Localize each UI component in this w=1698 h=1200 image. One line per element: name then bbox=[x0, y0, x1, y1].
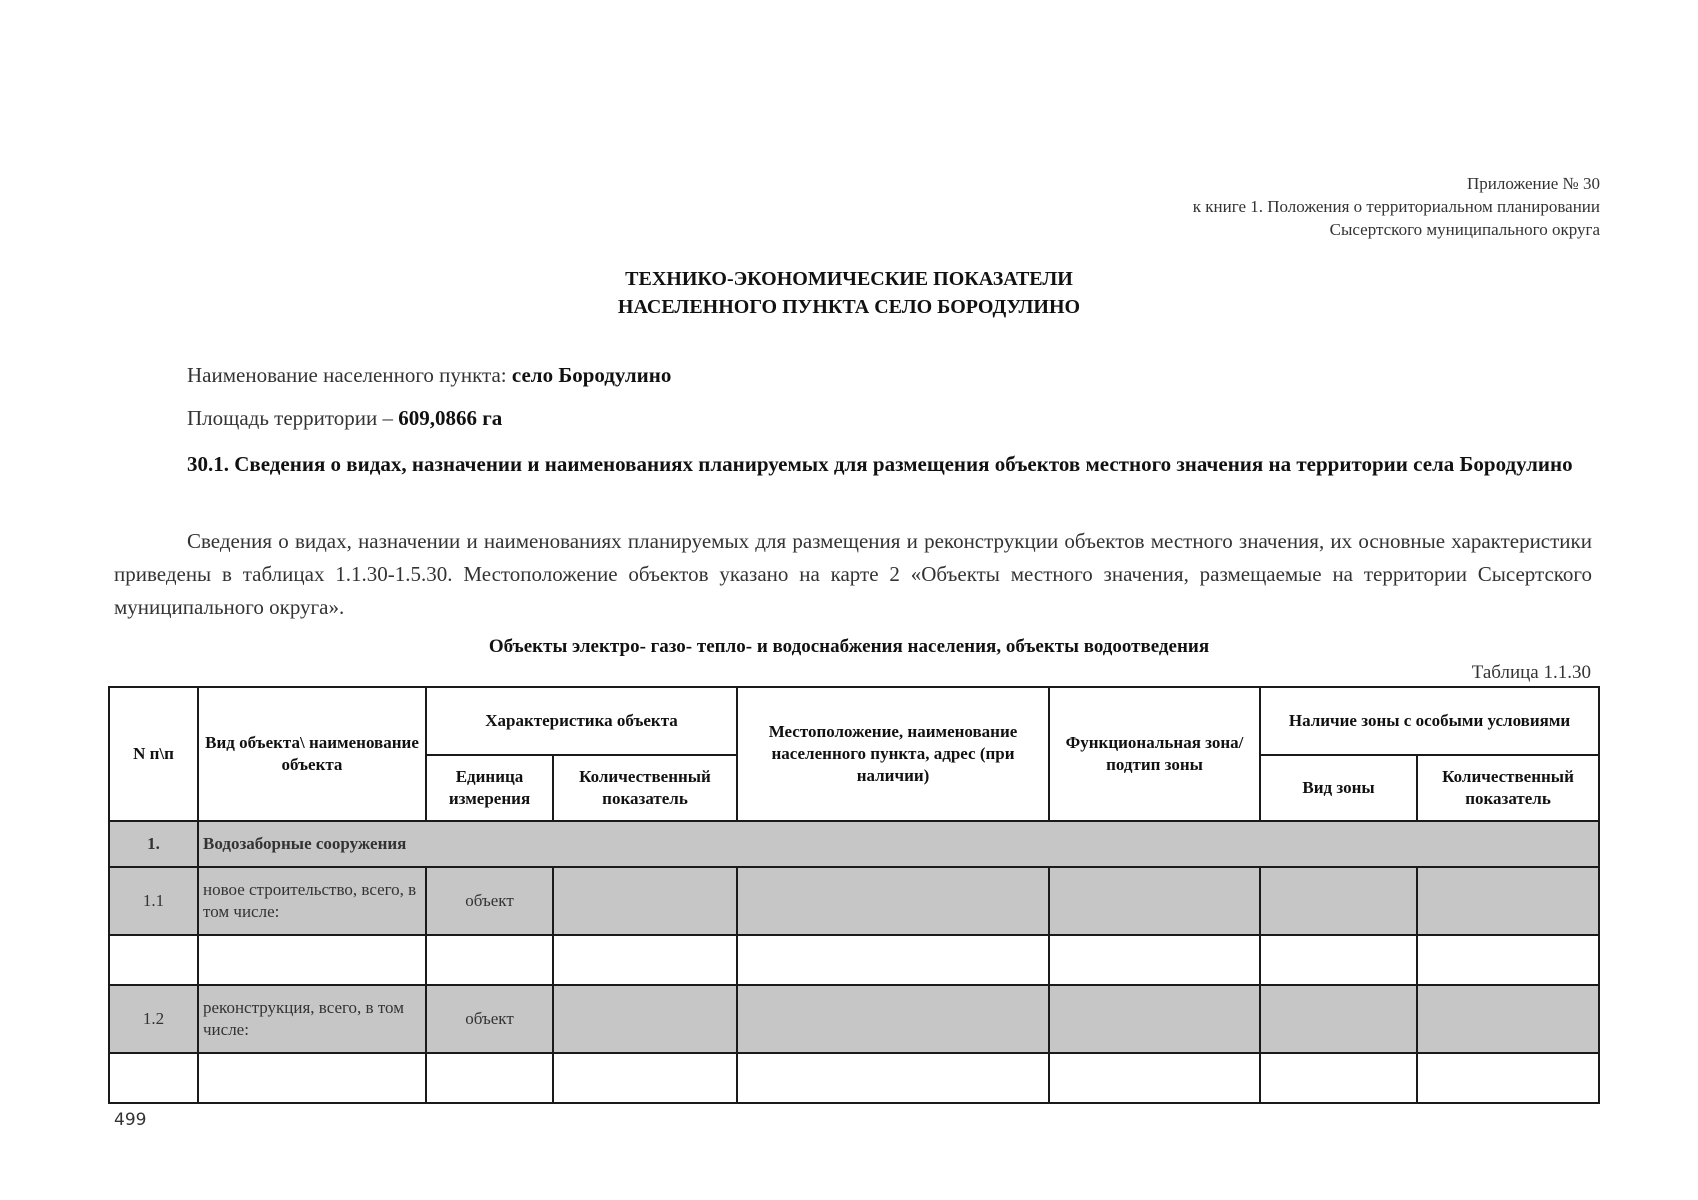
area-value: 609,0866 га bbox=[398, 406, 503, 430]
header-characteristics: Характеристика объекта bbox=[426, 687, 737, 755]
table-row-empty bbox=[109, 1053, 1599, 1103]
appendix-line-1: Приложение № 30 bbox=[1467, 174, 1600, 193]
appendix-line-2: к книге 1. Положения о территориальном планировании bbox=[1192, 197, 1600, 216]
appendix-note bbox=[900, 172, 1600, 241]
header-zone: Функциональная зона/ подтип зоны bbox=[1049, 687, 1260, 821]
area-label: Площадь территории – bbox=[187, 406, 399, 430]
header-unit: Единица измерения bbox=[426, 755, 553, 821]
row-location bbox=[737, 867, 1049, 935]
header-num: N п\п bbox=[109, 687, 198, 821]
header-special-zone: Наличие зоны с особыми условиями bbox=[1260, 687, 1599, 755]
header-location: Местоположение, наименование населенного пункта, адрес (при наличии) bbox=[737, 687, 1049, 821]
row-zone-type bbox=[1260, 985, 1417, 1053]
table-section-row bbox=[109, 821, 1599, 867]
header-quantity: Количественный показатель bbox=[553, 755, 737, 821]
row-location bbox=[737, 985, 1049, 1053]
title-line-2: НАСЕЛЕННОГО ПУНКТА СЕЛО БОРОДУЛИНО bbox=[617, 296, 1081, 318]
row-zone-quantity bbox=[1417, 867, 1599, 935]
document-title bbox=[0, 265, 1698, 321]
row-unit: объект bbox=[426, 867, 553, 935]
section-intro: Сведения о видах, назначении и наименованиях планируемых для размещения и реконструкции объектов местного значения, их основные характеристики приведены в таблицах 1.1.30-1.5.30. Местоположение объектов указано на карте 2 «Объекты местного значения, размещаемые на территории Сысертского муниципального округа». bbox=[114, 529, 1592, 619]
header-object: Вид объекта\ наименование объекта bbox=[198, 687, 426, 821]
table-row bbox=[109, 985, 1599, 1053]
appendix-line-3: Сысертского муниципального округа bbox=[1329, 220, 1600, 239]
header-zone-quantity: Количественный показатель bbox=[1417, 755, 1599, 821]
table-title: Объекты электро- газо- тепло- и водоснабжения населения, объекты водоотведения bbox=[488, 636, 1210, 657]
row-zone-quantity bbox=[1417, 985, 1599, 1053]
row-num: 1.1 bbox=[109, 867, 198, 935]
row-zone bbox=[1049, 867, 1260, 935]
section-heading: 30.1. Сведения о видах, назначении и наименованиях планируемых для размещения объектов местного значения на территории села Бородулино bbox=[187, 452, 1573, 476]
header-zone-type: Вид зоны bbox=[1260, 755, 1417, 821]
row-object: реконструкция, всего, в том числе: bbox=[198, 985, 426, 1053]
row-zone bbox=[1049, 985, 1260, 1053]
settlement-name-line bbox=[187, 363, 671, 388]
area-line bbox=[187, 406, 502, 431]
settlement-value: село Бородулино bbox=[511, 363, 672, 387]
section-label: Водозаборные сооружения bbox=[198, 821, 1599, 867]
table-row-empty bbox=[109, 935, 1599, 985]
title-line-1: ТЕХНИКО-ЭКОНОМИЧЕСКИЕ ПОКАЗАТЕЛИ bbox=[625, 268, 1073, 290]
objects-table bbox=[108, 686, 1600, 1104]
row-quantity bbox=[553, 985, 737, 1053]
table-number: Таблица 1.1.30 bbox=[1471, 662, 1591, 683]
row-quantity bbox=[553, 867, 737, 935]
page-number: 499 bbox=[114, 1110, 147, 1130]
row-unit: объект bbox=[426, 985, 553, 1053]
settlement-label: Наименование населенного пункта: bbox=[187, 363, 512, 387]
row-num: 1.2 bbox=[109, 985, 198, 1053]
section-num: 1. bbox=[109, 821, 198, 867]
row-object: новое строительство, всего, в том числе: bbox=[198, 867, 426, 935]
table-row bbox=[109, 867, 1599, 935]
row-zone-type bbox=[1260, 867, 1417, 935]
